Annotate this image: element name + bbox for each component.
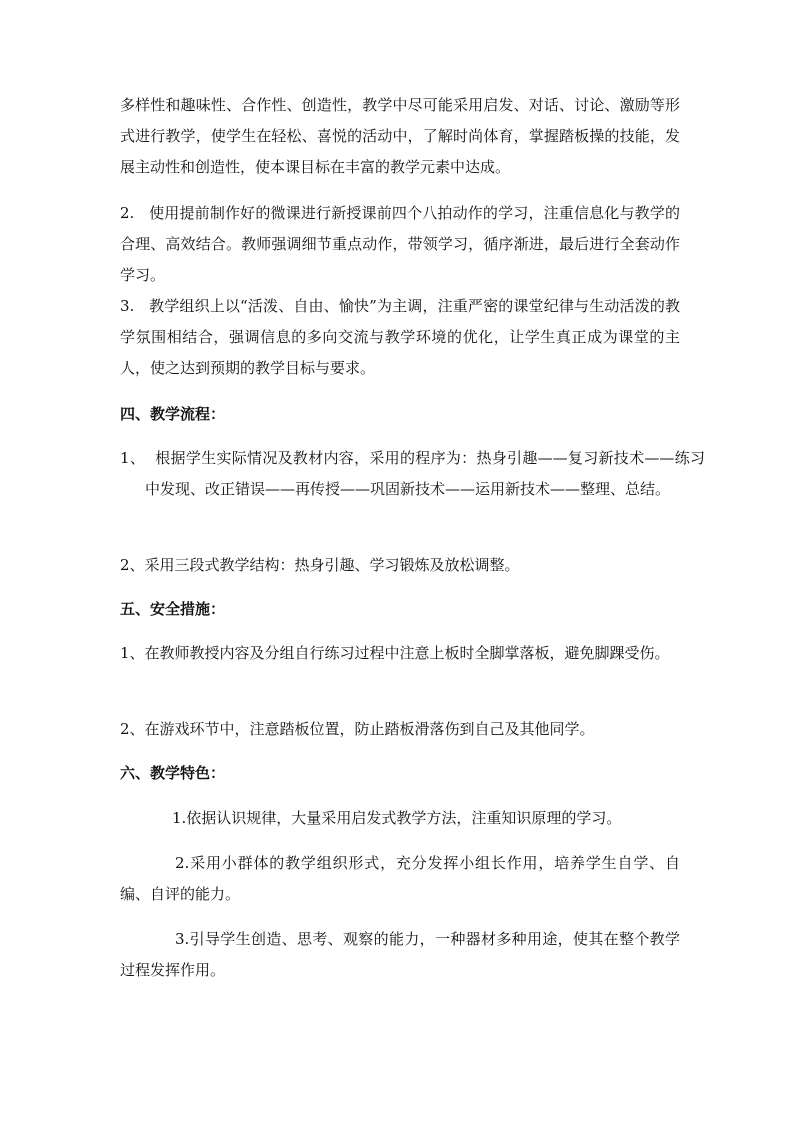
list-item-safety-2: 2、在游戏环节中，注意踏板位置，防止踏板滑落伤到自己及其他同学。	[120, 720, 595, 738]
paragraph-method-3: 3. 教学组织上以“活泼、自由、愉快”为主调，注重严密的课堂纪律与生动活泼的教学氛围相结合，强调信息的多向交流与教学环境的优化，让学生真正成为课堂的主人，使之达到预期的教学目标与要求。	[120, 297, 680, 377]
list-item-safety-1: 1、在教师教授内容及分组自行练习过程中注意上板时全脚掌落板，避免脚踝受伤。	[120, 644, 670, 662]
paragraph-intro: 多样性和趣味性、合作性、创造性，教学中尽可能采用启发、对话、讨论、激励等形式进行教学，使学生在轻松、喜悦的活动中，了解时尚体育，掌握踏板操的技能，发展主动性和创造性，使本课目标在丰富的教学元素中达成。	[120, 96, 680, 176]
list-item-flow-1: 1、 根据学生实际情况及教材内容，采用的程序为：热身引趣——复习新技术——练习中发现、改正错误——再传授——巩固新技术——运用新技术——整理、总结。	[120, 449, 705, 498]
section-heading-safety: 五、安全措施：	[120, 600, 226, 618]
section-heading-teaching-flow: 四、教学流程：	[120, 405, 226, 423]
list-item-feature-1: 1.依据认识规律，大量采用启发式教学方法，注重知识原理的学习。	[172, 809, 622, 827]
paragraph-method-2: 2. 使用提前制作好的微课进行新授课前四个八拍动作的学习，注重信息化与教学的合理、高效结合。教师强调细节重点动作，带领学习，循序渐进，最后进行全套动作学习。	[120, 204, 680, 284]
section-heading-features: 六、教学特色：	[120, 764, 226, 782]
list-item-feature-2: 2.采用小群体的教学组织形式，充分发挥小组长作用，培养学生自学、自编、自评的能力。	[120, 854, 680, 903]
list-item-flow-2: 2、采用三段式教学结构：热身引趣、学习锻炼及放松调整。	[120, 556, 520, 574]
list-item-feature-3: 3.引导学生创造、思考、观察的能力，一种器材多种用途，使其在整个教学过程发挥作用。	[120, 930, 680, 979]
